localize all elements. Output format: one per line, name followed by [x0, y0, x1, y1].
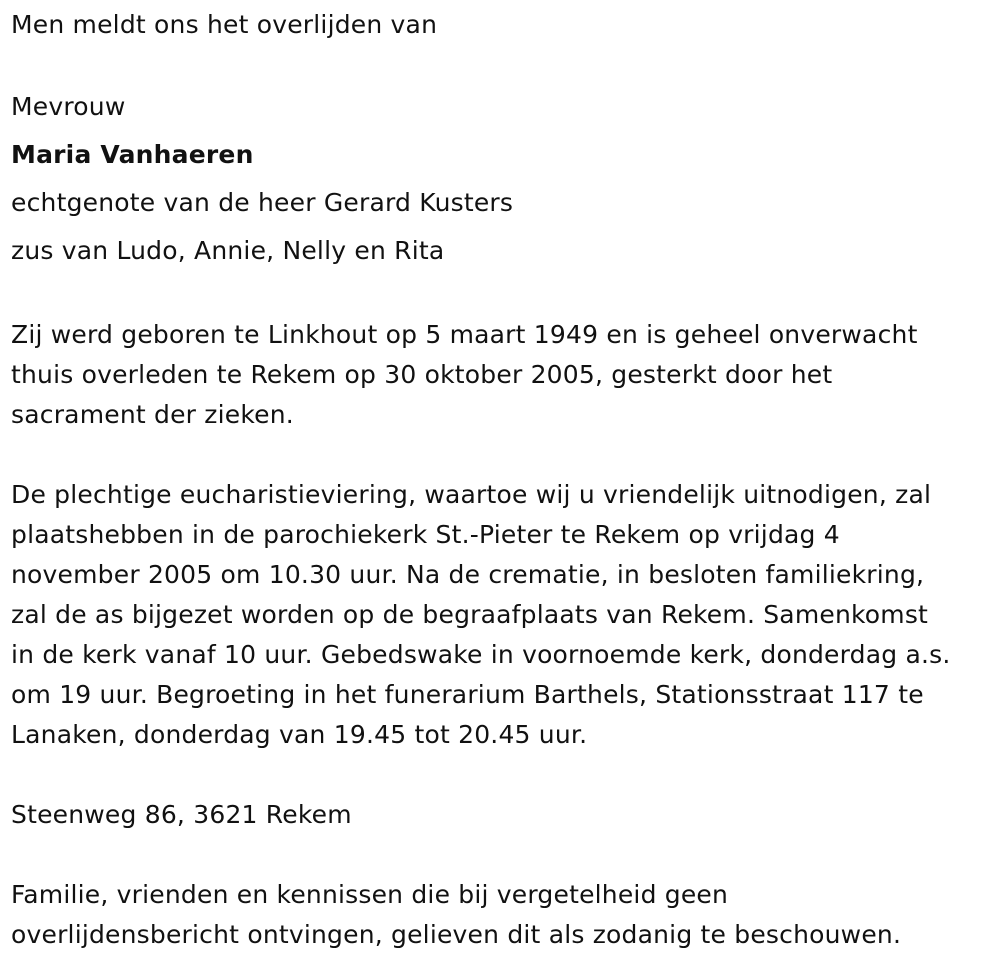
paragraph-line: zal de as bijgezet worden op de begraafplaats van Rekem. Samenkomst — [11, 600, 929, 629]
birth-death-paragraph — [11, 315, 986, 435]
paragraph-line: Familie, vrienden en kennissen die bij vergetelheid geen — [11, 880, 729, 909]
paragraph-line: Lanaken, donderdag van 19.45 tot 20.45 uur. — [11, 720, 588, 749]
paragraph-line: sacrament der zieken. — [11, 400, 294, 429]
spacer — [11, 275, 986, 315]
spacer — [11, 835, 986, 875]
paragraph-line: De plechtige eucharistieviering, waartoe wij u vriendelijk uitnodigen, zal — [11, 480, 932, 509]
spacer — [11, 435, 986, 475]
paragraph-line: thuis overleden te Rekem op 30 oktober 2005, gesterkt door het — [11, 360, 833, 389]
spouse-line: echtgenote van de heer Gerard Kusters — [11, 188, 514, 217]
deceased-name: Maria Vanhaeren — [11, 140, 254, 169]
paragraph-line: om 19 uur. Begroeting in het funerarium Barthels, Stationsstraat 117 te — [11, 680, 924, 709]
honorific: Mevrouw — [11, 92, 126, 121]
paragraph-line: plaatshebben in de parochiekerk St.-Pieter te Rekem op vrijdag 4 — [11, 520, 840, 549]
paragraph-line: overlijdensbericht ontvingen, gelieven dit als zodanig te beschouwen. — [11, 920, 902, 949]
paragraph-line: november 2005 om 10.30 uur. Na de crematie, in besloten familiekring, — [11, 560, 925, 589]
spacer — [11, 755, 986, 795]
address-line: Steenweg 86, 3621 Rekem — [11, 800, 352, 829]
paragraph-line: Zij werd geboren te Linkhout op 5 maart 1949 en is geheel onverwacht — [11, 320, 918, 349]
intro-text: Men meldt ons het overlijden van — [11, 10, 438, 39]
deceased-block — [11, 83, 986, 275]
closing-paragraph — [11, 875, 986, 955]
spacer — [11, 45, 986, 83]
obituary-notice — [11, 5, 986, 955]
paragraph-line: in de kerk vanaf 10 uur. Gebedswake in voornoemde kerk, donderdag a.s. — [11, 640, 951, 669]
ceremony-paragraph — [11, 475, 986, 755]
siblings-line: zus van Ludo, Annie, Nelly en Rita — [11, 236, 445, 265]
